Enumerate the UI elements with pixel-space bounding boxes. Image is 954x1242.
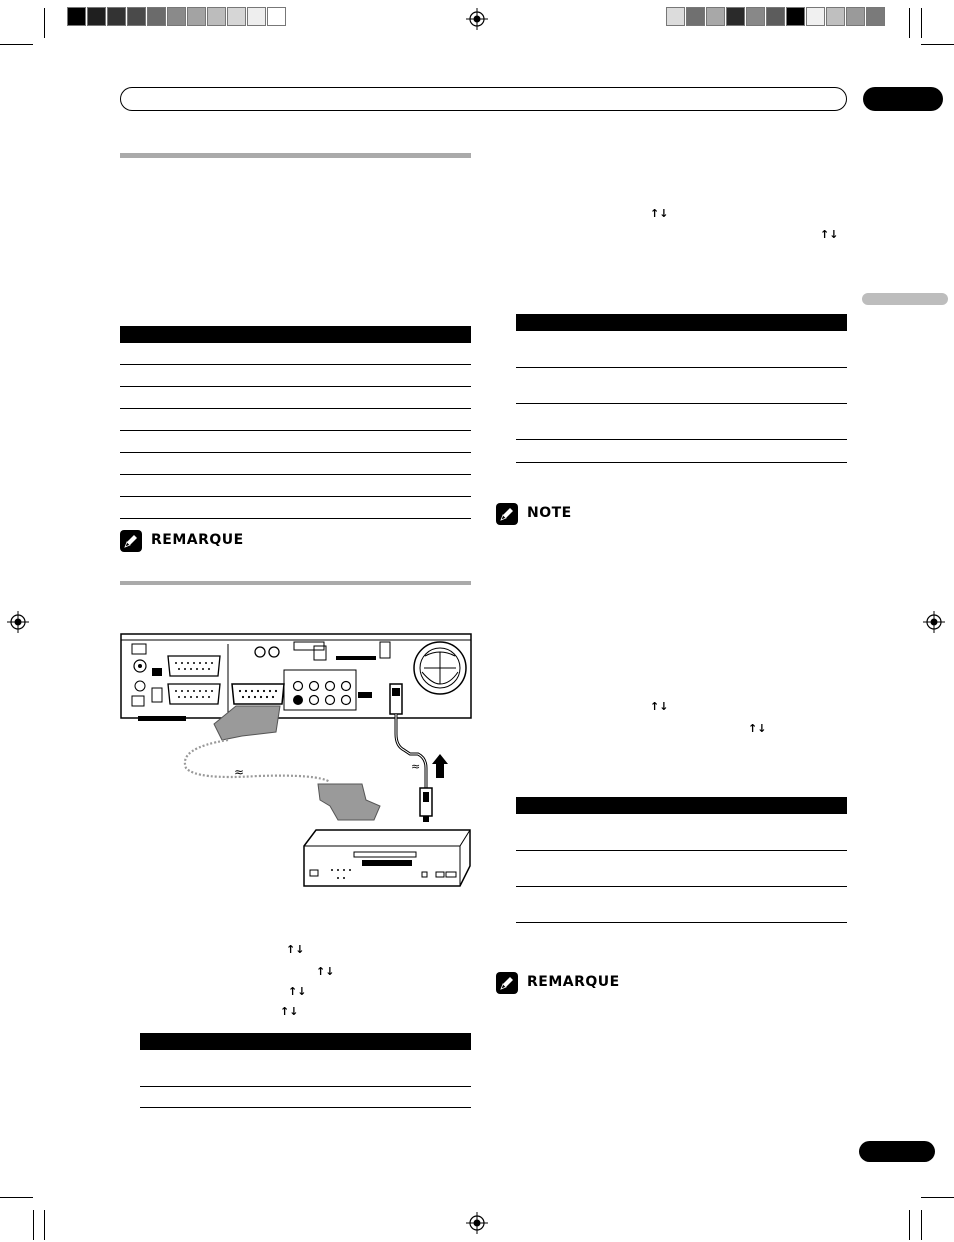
crop-mark (44, 1210, 45, 1240)
table-row-divider (516, 367, 847, 368)
up-down-arrows-icon: ↑↓ (280, 1005, 299, 1018)
page-number-pill (859, 1141, 935, 1162)
note-label: NOTE (527, 505, 572, 521)
up-down-arrows-icon: ↑↓ (748, 722, 767, 735)
color-swatch (127, 7, 146, 26)
crop-mark (909, 1210, 910, 1240)
color-swatch (706, 7, 725, 26)
table-header (516, 797, 847, 814)
header-rounded-bar (120, 87, 847, 111)
table-row-divider (120, 430, 471, 431)
up-down-arrows-icon: ↑↓ (820, 228, 839, 241)
color-swatch (207, 7, 226, 26)
color-swatch (786, 7, 805, 26)
pencil-note-icon (496, 503, 518, 525)
svg-text:≈: ≈ (234, 765, 245, 779)
registration-mark-icon (466, 8, 488, 30)
crop-mark (909, 8, 910, 38)
color-swatch (806, 7, 825, 26)
svg-text:≈: ≈ (411, 760, 421, 773)
up-down-arrows-icon: ↑↓ (650, 207, 669, 220)
color-swatch (846, 7, 865, 26)
crop-mark (921, 1210, 922, 1240)
color-swatch (726, 7, 745, 26)
color-swatch (866, 7, 885, 26)
crop-mark (921, 1197, 954, 1198)
pencil-note-icon (496, 972, 518, 994)
table-row-divider (516, 886, 847, 887)
color-swatch (107, 7, 126, 26)
table-row-divider (120, 452, 471, 453)
crop-mark (921, 8, 922, 38)
remarque-label: REMARQUE (527, 974, 620, 990)
table-row-divider (120, 408, 471, 409)
chapter-pill (863, 87, 943, 111)
color-swatch (826, 7, 845, 26)
crop-mark (0, 44, 33, 45)
table-row-divider (120, 496, 471, 497)
side-tab (862, 293, 948, 305)
table-header (120, 326, 471, 343)
table-header (516, 314, 847, 331)
table-row-divider (516, 439, 847, 440)
registration-mark-icon (7, 611, 29, 633)
color-swatch (686, 7, 705, 26)
color-swatch (67, 7, 86, 26)
crop-mark (0, 1197, 33, 1198)
table-row-divider (516, 850, 847, 851)
up-down-arrows-icon: ↑↓ (650, 700, 669, 713)
table-row-divider (120, 518, 471, 519)
crop-mark (33, 1210, 34, 1240)
color-swatch (267, 7, 286, 26)
table-row-divider (516, 922, 847, 923)
connection-diagram (118, 628, 474, 918)
section-heading-bar (120, 581, 471, 585)
color-swatch (167, 7, 186, 26)
table-row-divider (140, 1086, 471, 1087)
registration-mark-icon (466, 1212, 488, 1234)
remarque-label: REMARQUE (151, 532, 244, 548)
color-swatch (87, 7, 106, 26)
table-row-divider (120, 474, 471, 475)
table-row-divider (120, 386, 471, 387)
table-row-divider (120, 364, 471, 365)
up-down-arrows-icon: ↑↓ (316, 965, 335, 978)
color-swatch (187, 7, 206, 26)
registration-mark-icon (923, 611, 945, 633)
color-swatch (247, 7, 266, 26)
up-down-arrows-icon: ↑↓ (288, 985, 307, 998)
table-row-divider (140, 1107, 471, 1108)
color-swatch (746, 7, 765, 26)
color-swatch (147, 7, 166, 26)
table-row-divider (516, 462, 847, 463)
table-row-divider (516, 403, 847, 404)
up-down-arrows-icon: ↑↓ (286, 943, 305, 956)
pencil-note-icon (120, 530, 142, 552)
color-swatch (766, 7, 785, 26)
crop-mark (44, 8, 45, 38)
color-swatch (227, 7, 246, 26)
section-heading-bar (120, 153, 471, 158)
crop-mark (921, 44, 954, 45)
color-swatch (666, 7, 685, 26)
table-header (140, 1033, 471, 1050)
